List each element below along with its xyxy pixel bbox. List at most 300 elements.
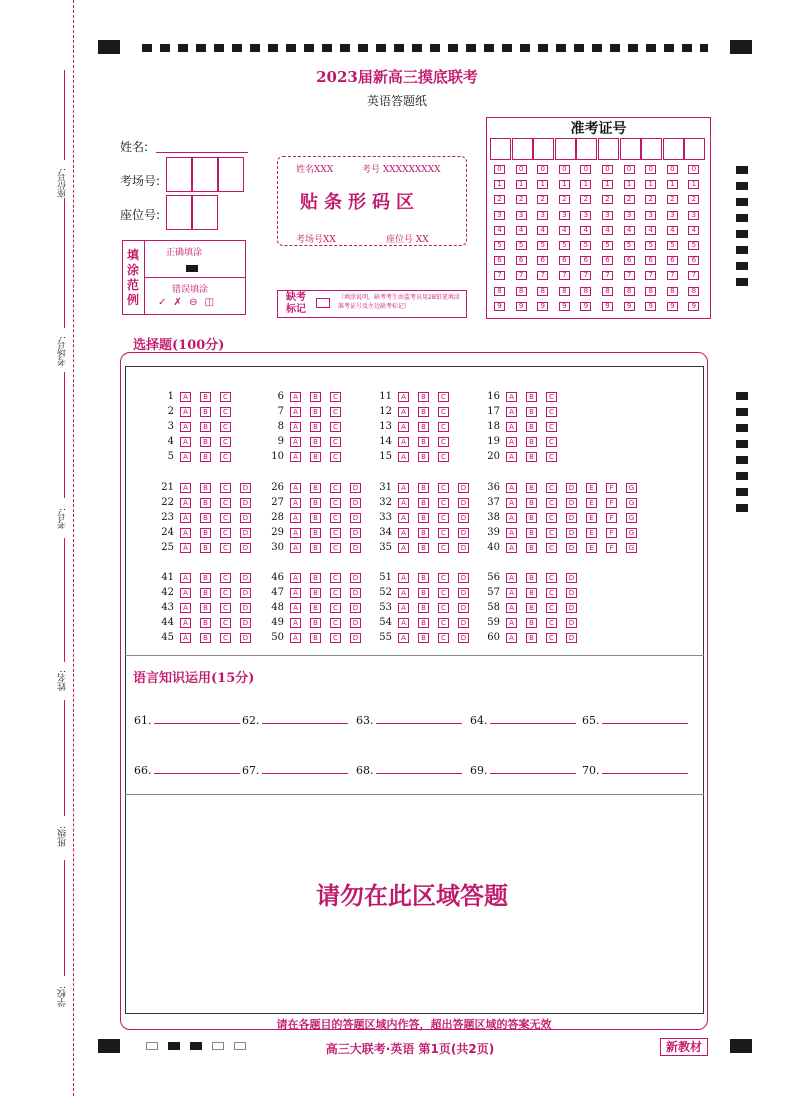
answer-bubble[interactable]: B xyxy=(418,573,429,583)
answer-bubble[interactable]: B xyxy=(200,452,211,462)
answer-bubble[interactable]: C xyxy=(330,498,341,508)
answer-bubble[interactable]: A xyxy=(398,392,409,402)
exam-id-bubble[interactable]: 4 xyxy=(645,226,656,235)
exam-id-bubble[interactable]: 9 xyxy=(688,302,699,311)
answer-bubble[interactable]: B xyxy=(526,483,537,493)
answer-bubble[interactable]: C xyxy=(438,618,449,628)
answer-bubble[interactable]: C xyxy=(438,513,449,523)
answer-bubble[interactable]: A xyxy=(290,407,301,417)
exam-id-bubble[interactable]: 6 xyxy=(624,256,635,265)
exam-id-bubble[interactable]: 5 xyxy=(688,241,699,250)
exam-id-bubble[interactable]: 6 xyxy=(494,256,505,265)
exam-id-bubble[interactable]: 0 xyxy=(688,165,699,174)
exam-id-bubble[interactable]: 8 xyxy=(494,287,505,296)
exam-id-bubble[interactable]: 4 xyxy=(537,226,548,235)
exam-id-bubble[interactable]: 7 xyxy=(537,271,548,280)
answer-bubble[interactable]: C xyxy=(220,513,231,523)
answer-bubble[interactable]: A xyxy=(180,603,191,613)
answer-bubble[interactable]: C xyxy=(546,452,557,462)
answer-bubble[interactable]: A xyxy=(506,588,517,598)
answer-bubble[interactable]: C xyxy=(546,513,557,523)
answer-bubble[interactable]: A xyxy=(398,573,409,583)
answer-bubble[interactable]: D xyxy=(240,483,251,493)
exam-id-bubble[interactable]: 4 xyxy=(516,226,527,235)
answer-bubble[interactable]: A xyxy=(180,422,191,432)
answer-bubble[interactable]: C xyxy=(438,528,449,538)
answer-bubble[interactable]: A xyxy=(180,618,191,628)
answer-bubble[interactable]: B xyxy=(526,588,537,598)
exam-id-digit-box[interactable] xyxy=(598,138,619,160)
answer-bubble[interactable]: C xyxy=(330,407,341,417)
exam-id-bubble[interactable]: 0 xyxy=(580,165,591,174)
answer-bubble[interactable]: B xyxy=(418,407,429,417)
answer-bubble[interactable]: A xyxy=(398,437,409,447)
fill-blank[interactable] xyxy=(582,714,688,727)
fill-blank[interactable] xyxy=(582,764,688,777)
fill-blank[interactable] xyxy=(470,714,576,727)
exam-id-bubble[interactable]: 1 xyxy=(559,180,570,189)
answer-bubble[interactable]: A xyxy=(398,422,409,432)
answer-bubble[interactable]: A xyxy=(290,452,301,462)
answer-bubble[interactable]: C xyxy=(220,452,231,462)
exam-id-bubble[interactable]: 2 xyxy=(645,195,656,204)
exam-id-bubble[interactable]: 1 xyxy=(494,180,505,189)
exam-id-bubble[interactable]: 3 xyxy=(559,211,570,220)
answer-bubble[interactable]: B xyxy=(200,603,211,613)
exam-id-bubble[interactable]: 0 xyxy=(516,165,527,174)
exam-id-bubble[interactable]: 8 xyxy=(580,287,591,296)
answer-bubble[interactable]: C xyxy=(438,392,449,402)
answer-bubble[interactable]: G xyxy=(626,498,637,508)
answer-bubble[interactable]: D xyxy=(566,618,577,628)
answer-bubble[interactable]: B xyxy=(526,407,537,417)
answer-bubble[interactable]: B xyxy=(310,513,321,523)
answer-bubble[interactable]: C xyxy=(546,483,557,493)
answer-bubble[interactable]: B xyxy=(310,603,321,613)
answer-bubble[interactable]: A xyxy=(398,633,409,643)
exam-id-bubble[interactable]: 1 xyxy=(516,180,527,189)
answer-bubble[interactable]: D xyxy=(566,633,577,643)
answer-bubble[interactable]: C xyxy=(220,498,231,508)
answer-bubble[interactable]: F xyxy=(606,513,617,523)
fill-blank-line[interactable] xyxy=(262,764,348,774)
exam-id-bubble[interactable]: 8 xyxy=(537,287,548,296)
exam-id-bubble[interactable]: 1 xyxy=(580,180,591,189)
answer-bubble[interactable]: B xyxy=(418,483,429,493)
exam-id-bubble[interactable]: 7 xyxy=(580,271,591,280)
exam-id-bubble[interactable]: 1 xyxy=(537,180,548,189)
exam-id-bubble[interactable]: 4 xyxy=(688,226,699,235)
answer-bubble[interactable]: B xyxy=(200,588,211,598)
answer-bubble[interactable]: D xyxy=(350,483,361,493)
exam-id-bubble[interactable]: 7 xyxy=(559,271,570,280)
answer-bubble[interactable]: C xyxy=(546,573,557,583)
answer-bubble[interactable]: D xyxy=(458,543,469,553)
answer-bubble[interactable]: D xyxy=(350,618,361,628)
answer-bubble[interactable]: B xyxy=(418,588,429,598)
answer-bubble[interactable]: C xyxy=(220,392,231,402)
answer-bubble[interactable]: E xyxy=(586,483,597,493)
answer-bubble[interactable]: D xyxy=(458,528,469,538)
answer-bubble[interactable]: C xyxy=(438,633,449,643)
answer-bubble[interactable]: B xyxy=(526,392,537,402)
answer-bubble[interactable]: C xyxy=(220,603,231,613)
exam-id-bubble[interactable]: 3 xyxy=(667,211,678,220)
answer-bubble[interactable]: C xyxy=(546,603,557,613)
answer-bubble[interactable]: B xyxy=(526,498,537,508)
answer-bubble[interactable]: D xyxy=(566,603,577,613)
answer-bubble[interactable]: A xyxy=(506,498,517,508)
exam-id-bubble[interactable]: 6 xyxy=(559,256,570,265)
exam-id-bubble[interactable]: 1 xyxy=(667,180,678,189)
answer-bubble[interactable]: C xyxy=(220,528,231,538)
exam-id-bubble[interactable]: 9 xyxy=(494,302,505,311)
answer-bubble[interactable]: B xyxy=(310,392,321,402)
answer-bubble[interactable]: D xyxy=(350,543,361,553)
seat-box[interactable] xyxy=(192,195,218,230)
answer-bubble[interactable]: C xyxy=(220,422,231,432)
answer-bubble[interactable]: A xyxy=(506,603,517,613)
exam-id-bubble[interactable]: 0 xyxy=(537,165,548,174)
answer-bubble[interactable]: A xyxy=(180,452,191,462)
answer-bubble[interactable]: B xyxy=(310,573,321,583)
exam-id-bubble[interactable]: 2 xyxy=(537,195,548,204)
exam-id-bubble[interactable]: 2 xyxy=(624,195,635,204)
answer-bubble[interactable]: A xyxy=(180,633,191,643)
answer-bubble[interactable]: G xyxy=(626,528,637,538)
fill-blank-line[interactable] xyxy=(602,764,688,774)
exam-id-bubble[interactable]: 5 xyxy=(602,241,613,250)
answer-bubble[interactable]: D xyxy=(458,498,469,508)
answer-bubble[interactable]: A xyxy=(398,483,409,493)
answer-bubble[interactable]: B xyxy=(418,633,429,643)
exam-id-digit-box[interactable] xyxy=(512,138,533,160)
answer-bubble[interactable]: D xyxy=(350,603,361,613)
answer-bubble[interactable]: D xyxy=(350,588,361,598)
answer-bubble[interactable]: C xyxy=(220,543,231,553)
fill-blank-line[interactable] xyxy=(376,714,462,724)
exam-id-bubble[interactable]: 7 xyxy=(688,271,699,280)
answer-bubble[interactable]: A xyxy=(290,528,301,538)
answer-bubble[interactable]: D xyxy=(240,633,251,643)
answer-bubble[interactable]: C xyxy=(330,392,341,402)
answer-bubble[interactable]: C xyxy=(438,452,449,462)
answer-bubble[interactable]: A xyxy=(398,603,409,613)
answer-bubble[interactable]: D xyxy=(350,513,361,523)
answer-bubble[interactable]: D xyxy=(458,633,469,643)
answer-bubble[interactable]: B xyxy=(310,543,321,553)
absent-checkbox[interactable] xyxy=(316,298,330,308)
answer-bubble[interactable]: C xyxy=(438,588,449,598)
answer-bubble[interactable]: D xyxy=(240,543,251,553)
answer-bubble[interactable]: B xyxy=(310,588,321,598)
fill-blank[interactable] xyxy=(134,714,240,727)
answer-bubble[interactable]: G xyxy=(626,543,637,553)
answer-bubble[interactable]: A xyxy=(398,452,409,462)
answer-bubble[interactable]: B xyxy=(200,618,211,628)
exam-id-bubble[interactable]: 7 xyxy=(645,271,656,280)
answer-bubble[interactable]: B xyxy=(526,528,537,538)
answer-bubble[interactable]: A xyxy=(398,543,409,553)
answer-bubble[interactable]: A xyxy=(506,573,517,583)
answer-bubble[interactable]: A xyxy=(398,618,409,628)
answer-bubble[interactable]: C xyxy=(330,513,341,523)
answer-bubble[interactable]: C xyxy=(220,437,231,447)
answer-bubble[interactable]: B xyxy=(526,618,537,628)
answer-bubble[interactable]: B xyxy=(526,452,537,462)
answer-bubble[interactable]: D xyxy=(240,498,251,508)
answer-bubble[interactable]: C xyxy=(330,437,341,447)
seat-box[interactable] xyxy=(166,195,192,230)
answer-bubble[interactable]: B xyxy=(418,437,429,447)
answer-bubble[interactable]: B xyxy=(526,573,537,583)
answer-bubble[interactable]: C xyxy=(438,483,449,493)
exam-id-digit-box[interactable] xyxy=(555,138,576,160)
answer-bubble[interactable]: C xyxy=(330,543,341,553)
exam-id-bubble[interactable]: 0 xyxy=(494,165,505,174)
answer-bubble[interactable]: B xyxy=(526,543,537,553)
exam-id-bubble[interactable]: 1 xyxy=(645,180,656,189)
exam-id-bubble[interactable]: 7 xyxy=(516,271,527,280)
answer-bubble[interactable]: C xyxy=(546,422,557,432)
exam-id-bubble[interactable]: 4 xyxy=(667,226,678,235)
answer-bubble[interactable]: E xyxy=(586,528,597,538)
answer-bubble[interactable]: B xyxy=(310,407,321,417)
answer-bubble[interactable]: B xyxy=(200,392,211,402)
exam-id-bubble[interactable]: 6 xyxy=(688,256,699,265)
fill-blank[interactable] xyxy=(470,764,576,777)
answer-bubble[interactable]: D xyxy=(350,528,361,538)
room-box[interactable] xyxy=(218,157,244,192)
exam-id-bubble[interactable]: 2 xyxy=(667,195,678,204)
exam-id-bubble[interactable]: 5 xyxy=(494,241,505,250)
answer-bubble[interactable]: B xyxy=(310,422,321,432)
answer-bubble[interactable]: A xyxy=(180,483,191,493)
exam-id-bubble[interactable]: 8 xyxy=(688,287,699,296)
answer-bubble[interactable]: D xyxy=(566,513,577,523)
fill-blank[interactable] xyxy=(356,714,462,727)
answer-bubble[interactable]: B xyxy=(200,528,211,538)
answer-bubble[interactable]: C xyxy=(438,407,449,417)
fill-blank-line[interactable] xyxy=(154,714,240,724)
exam-id-bubble[interactable]: 8 xyxy=(667,287,678,296)
answer-bubble[interactable]: B xyxy=(200,573,211,583)
answer-bubble[interactable]: A xyxy=(398,513,409,523)
exam-id-bubble[interactable]: 0 xyxy=(624,165,635,174)
exam-id-bubble[interactable]: 3 xyxy=(537,211,548,220)
answer-bubble[interactable]: F xyxy=(606,498,617,508)
exam-id-bubble[interactable]: 6 xyxy=(667,256,678,265)
answer-bubble[interactable]: A xyxy=(290,543,301,553)
answer-bubble[interactable]: C xyxy=(220,573,231,583)
answer-bubble[interactable]: B xyxy=(526,437,537,447)
answer-bubble[interactable]: B xyxy=(200,422,211,432)
answer-bubble[interactable]: B xyxy=(310,452,321,462)
answer-bubble[interactable]: D xyxy=(458,588,469,598)
answer-bubble[interactable]: A xyxy=(506,452,517,462)
exam-id-bubble[interactable]: 3 xyxy=(494,211,505,220)
answer-bubble[interactable]: F xyxy=(606,528,617,538)
answer-bubble[interactable]: C xyxy=(546,618,557,628)
answer-bubble[interactable]: A xyxy=(290,422,301,432)
answer-bubble[interactable]: B xyxy=(418,528,429,538)
answer-bubble[interactable]: E xyxy=(586,498,597,508)
answer-bubble[interactable]: C xyxy=(220,407,231,417)
answer-bubble[interactable]: B xyxy=(418,392,429,402)
exam-id-bubble[interactable]: 4 xyxy=(602,226,613,235)
name-field[interactable] xyxy=(156,152,248,153)
exam-id-bubble[interactable]: 3 xyxy=(516,211,527,220)
answer-bubble[interactable]: D xyxy=(566,528,577,538)
answer-bubble[interactable]: B xyxy=(418,513,429,523)
exam-id-bubble[interactable]: 8 xyxy=(645,287,656,296)
answer-bubble[interactable]: C xyxy=(220,633,231,643)
answer-bubble[interactable]: B xyxy=(200,498,211,508)
answer-bubble[interactable]: B xyxy=(200,483,211,493)
exam-id-bubble[interactable]: 5 xyxy=(537,241,548,250)
answer-bubble[interactable]: C xyxy=(438,603,449,613)
answer-bubble[interactable]: C xyxy=(546,528,557,538)
exam-id-bubble[interactable]: 1 xyxy=(688,180,699,189)
exam-id-bubble[interactable]: 2 xyxy=(494,195,505,204)
exam-id-bubble[interactable]: 8 xyxy=(624,287,635,296)
exam-id-bubble[interactable]: 6 xyxy=(516,256,527,265)
answer-bubble[interactable]: D xyxy=(566,573,577,583)
room-box[interactable] xyxy=(166,157,192,192)
exam-id-bubble[interactable]: 1 xyxy=(602,180,613,189)
exam-id-bubble[interactable]: 7 xyxy=(494,271,505,280)
exam-id-bubble[interactable]: 2 xyxy=(688,195,699,204)
answer-bubble[interactable]: C xyxy=(546,588,557,598)
exam-id-bubble[interactable]: 9 xyxy=(559,302,570,311)
exam-id-bubble[interactable]: 7 xyxy=(624,271,635,280)
exam-id-bubble[interactable]: 4 xyxy=(624,226,635,235)
exam-id-bubble[interactable]: 6 xyxy=(602,256,613,265)
exam-id-bubble[interactable]: 7 xyxy=(602,271,613,280)
answer-bubble[interactable]: A xyxy=(398,528,409,538)
exam-id-digit-box[interactable] xyxy=(684,138,705,160)
answer-bubble[interactable]: C xyxy=(330,528,341,538)
exam-id-bubble[interactable]: 9 xyxy=(537,302,548,311)
answer-bubble[interactable]: C xyxy=(546,407,557,417)
answer-bubble[interactable]: A xyxy=(506,437,517,447)
answer-bubble[interactable]: A xyxy=(180,498,191,508)
answer-bubble[interactable]: B xyxy=(418,603,429,613)
exam-id-bubble[interactable]: 3 xyxy=(624,211,635,220)
answer-bubble[interactable]: A xyxy=(506,543,517,553)
answer-bubble[interactable]: A xyxy=(506,618,517,628)
answer-bubble[interactable]: A xyxy=(290,588,301,598)
answer-bubble[interactable]: A xyxy=(506,407,517,417)
answer-bubble[interactable]: D xyxy=(458,573,469,583)
fill-blank[interactable] xyxy=(356,764,462,777)
answer-bubble[interactable]: C xyxy=(546,392,557,402)
answer-bubble[interactable]: B xyxy=(310,483,321,493)
answer-bubble[interactable]: C xyxy=(330,588,341,598)
answer-bubble[interactable]: D xyxy=(240,618,251,628)
exam-id-bubble[interactable]: 6 xyxy=(537,256,548,265)
answer-bubble[interactable]: A xyxy=(180,407,191,417)
answer-bubble[interactable]: C xyxy=(330,483,341,493)
exam-id-bubble[interactable]: 6 xyxy=(645,256,656,265)
answer-bubble[interactable]: B xyxy=(526,513,537,523)
answer-bubble[interactable]: D xyxy=(458,603,469,613)
answer-bubble[interactable]: A xyxy=(506,528,517,538)
answer-bubble[interactable]: E xyxy=(586,543,597,553)
answer-bubble[interactable]: A xyxy=(398,407,409,417)
answer-bubble[interactable]: A xyxy=(290,483,301,493)
answer-bubble[interactable]: C xyxy=(546,437,557,447)
answer-bubble[interactable]: A xyxy=(180,588,191,598)
fill-blank-line[interactable] xyxy=(154,764,240,774)
fill-blank-line[interactable] xyxy=(376,764,462,774)
exam-id-bubble[interactable]: 9 xyxy=(645,302,656,311)
exam-id-bubble[interactable]: 0 xyxy=(559,165,570,174)
answer-bubble[interactable]: F xyxy=(606,483,617,493)
exam-id-bubble[interactable]: 6 xyxy=(580,256,591,265)
answer-bubble[interactable]: B xyxy=(200,513,211,523)
answer-bubble[interactable]: A xyxy=(506,392,517,402)
answer-bubble[interactable]: A xyxy=(290,498,301,508)
answer-bubble[interactable]: C xyxy=(546,543,557,553)
answer-bubble[interactable]: C xyxy=(330,452,341,462)
exam-id-bubble[interactable]: 7 xyxy=(667,271,678,280)
exam-id-bubble[interactable]: 5 xyxy=(645,241,656,250)
answer-bubble[interactable]: C xyxy=(438,437,449,447)
exam-id-bubble[interactable]: 9 xyxy=(580,302,591,311)
answer-bubble[interactable]: C xyxy=(330,603,341,613)
answer-bubble[interactable]: A xyxy=(290,392,301,402)
answer-bubble[interactable]: B xyxy=(526,633,537,643)
exam-id-bubble[interactable]: 0 xyxy=(602,165,613,174)
exam-id-bubble[interactable]: 9 xyxy=(667,302,678,311)
exam-id-bubble[interactable]: 2 xyxy=(580,195,591,204)
exam-id-bubble[interactable]: 4 xyxy=(559,226,570,235)
answer-bubble[interactable]: B xyxy=(418,498,429,508)
answer-bubble[interactable]: B xyxy=(526,422,537,432)
answer-bubble[interactable]: A xyxy=(180,528,191,538)
answer-bubble[interactable]: C xyxy=(330,633,341,643)
exam-id-bubble[interactable]: 5 xyxy=(559,241,570,250)
answer-bubble[interactable]: B xyxy=(200,407,211,417)
exam-id-bubble[interactable]: 8 xyxy=(602,287,613,296)
exam-id-digit-box[interactable] xyxy=(620,138,641,160)
answer-bubble[interactable]: B xyxy=(310,498,321,508)
fill-blank[interactable] xyxy=(134,764,240,777)
exam-id-bubble[interactable]: 9 xyxy=(624,302,635,311)
answer-bubble[interactable]: D xyxy=(458,483,469,493)
exam-id-bubble[interactable]: 8 xyxy=(559,287,570,296)
answer-bubble[interactable]: B xyxy=(418,422,429,432)
answer-bubble[interactable]: D xyxy=(350,633,361,643)
answer-bubble[interactable]: D xyxy=(566,588,577,598)
answer-bubble[interactable]: B xyxy=(310,633,321,643)
answer-bubble[interactable]: A xyxy=(180,573,191,583)
exam-id-bubble[interactable]: 9 xyxy=(602,302,613,311)
answer-bubble[interactable]: B xyxy=(200,437,211,447)
answer-bubble[interactable]: D xyxy=(458,618,469,628)
answer-bubble[interactable]: A xyxy=(506,483,517,493)
exam-id-bubble[interactable]: 2 xyxy=(516,195,527,204)
fill-blank[interactable] xyxy=(242,714,348,727)
answer-bubble[interactable]: B xyxy=(526,603,537,613)
answer-bubble[interactable]: G xyxy=(626,513,637,523)
answer-bubble[interactable]: A xyxy=(398,498,409,508)
exam-id-bubble[interactable]: 0 xyxy=(645,165,656,174)
answer-bubble[interactable]: A xyxy=(506,422,517,432)
answer-bubble[interactable]: C xyxy=(220,588,231,598)
answer-bubble[interactable]: A xyxy=(506,513,517,523)
